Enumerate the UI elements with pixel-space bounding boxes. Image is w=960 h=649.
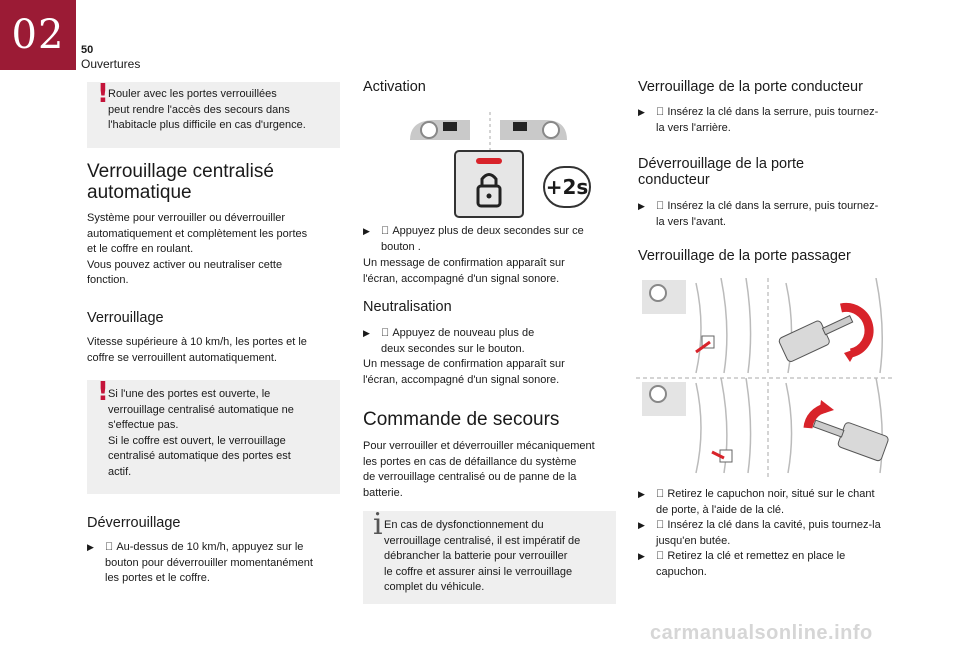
passenger-door-illustration [636, 278, 894, 478]
text-line: débrancher la batterie pour verrouiller [384, 550, 568, 562]
info-note [363, 507, 616, 604]
neutralisation-text: Un message de confirmation apparaît sur l'écran, accompagné d'un signal sonore. [363, 358, 565, 386]
text-line: verrouillage centralisé automatique ne [108, 403, 294, 416]
text-line: verrouillage centralisé, il est impératif de [384, 534, 581, 547]
conducteur-unlock-bullet: ▶ Insérez la clé dans la serrure, puis tournez- la vers l'avant. [638, 200, 879, 228]
bullet-icon: ▶ [87, 542, 94, 552]
intro-text: Système pour verrouiller ou déverrouiller automatiquement et complètement les portes et le coffre en roulant. Vous pouvez activer ou neutraliser cette fonction. [87, 212, 308, 287]
text-line: complet du véhicule. [384, 581, 485, 593]
subtitle-activation: Activation [363, 79, 426, 95]
section-title-secours: Commande de secours [363, 409, 560, 430]
conducteur-lock-bullet: ▶ Insérez la clé dans la serrure, puis tournez- la vers l'arrière. [638, 106, 879, 134]
bullet-icon: ▶ [363, 328, 370, 338]
lock-button-icon [454, 150, 524, 218]
page-number: 50 [81, 44, 94, 56]
passager-bullet-1: ▶ Retirez le capuchon noir, situé sur le chant de porte, à l'aide de la clé. [638, 488, 875, 516]
bullet-icon: ▶ [363, 226, 370, 236]
text-line: centralisé automatique des portes est [108, 450, 291, 462]
warning-note-2 [87, 377, 340, 494]
subtitle-conducteur-lock: Verrouillage de la porte conducteur [638, 79, 863, 95]
subtitle-deverrouillage: Déverrouillage [87, 515, 181, 531]
neutralisation-bullet: ▶ Appuyez de nouveau plus de deux secondes sur le bouton. [363, 327, 535, 355]
text-line: s'effectue pas. [108, 419, 179, 431]
section-title-verrouillage-auto: Verrouillage centralisé automatique [87, 161, 274, 203]
text-line: Si l'une des portes est ouverte, le [108, 388, 271, 400]
passager-bullet-3: ▶ Retirez la clé et remettez en place le capuchon. [638, 550, 846, 578]
text-line: le coffre et assurer ainsi le verrouillage [384, 565, 573, 578]
activation-bullet: ▶ Appuyez plus de deux secondes sur ce bouton . [363, 225, 584, 253]
chapter-number: 02 [0, 0, 76, 70]
subtitle-neutralisation: Neutralisation [363, 299, 452, 315]
bullet-icon: ▶ [638, 107, 645, 117]
activation-text: Un message de confirmation apparaît sur l'écran, accompagné d'un signal sonore. [363, 257, 565, 285]
subtitle-conducteur-unlock: Déverrouillage de la porte conducteur [638, 156, 805, 188]
text-line: Si le coffre est ouvert, le verrouillage [108, 434, 286, 447]
text-line: l'habitacle plus difficile en cas d'urgence. [108, 119, 306, 131]
dashboard-illustration [405, 110, 575, 154]
text-line: actif. [108, 465, 132, 478]
bullet-icon: ▶ [638, 551, 645, 561]
warning-note-1 [87, 79, 340, 148]
text-line: Rouler avec les portes verrouillées [108, 88, 277, 100]
section-name: Ouvertures [81, 57, 141, 71]
deverrouillage-bullet: ▶ Au-dessus de 10 km/h, appuyez sur le bouton pour déverrouiller momentanément les portes et le coffre. [87, 541, 313, 585]
right-dashboard-icon [500, 120, 567, 140]
text-line: peut rendre l'accès des secours dans [108, 103, 290, 116]
text-line: En cas de dysfonctionnement du [384, 519, 544, 531]
bullet-icon: ▶ [638, 520, 645, 530]
bottom-steering-icon [642, 382, 686, 416]
warning-icon: ! [97, 79, 109, 109]
top-steering-icon [642, 280, 686, 314]
bullet-icon: ▶ [638, 201, 645, 211]
secours-text: Pour verrouiller et déverrouiller mécaniquement les portes en cas de défaillance du système de verrouillage centralisé ou de panne de la batterie. [363, 440, 595, 499]
subtitle-passager: Verrouillage de la porte passager [638, 248, 851, 264]
subtitle-verrouillage: Verrouillage [87, 310, 164, 326]
passager-bullet-2: ▶ Insérez la clé dans la cavité, puis tournez-la jusqu'en butée. [638, 519, 881, 547]
watermark: carmanualsonline.info [650, 622, 873, 644]
bullet-icon: ▶ [638, 489, 645, 499]
verrouillage-text: Vitesse supérieure à 10 km/h, les portes et le coffre se verrouillent automatiquement. [87, 336, 307, 364]
two-seconds-badge: +2s [543, 166, 591, 208]
left-dashboard-icon [410, 120, 470, 140]
bottom-key-icon [810, 412, 889, 462]
warning-icon: ! [97, 377, 109, 407]
info-icon: i [373, 507, 383, 542]
